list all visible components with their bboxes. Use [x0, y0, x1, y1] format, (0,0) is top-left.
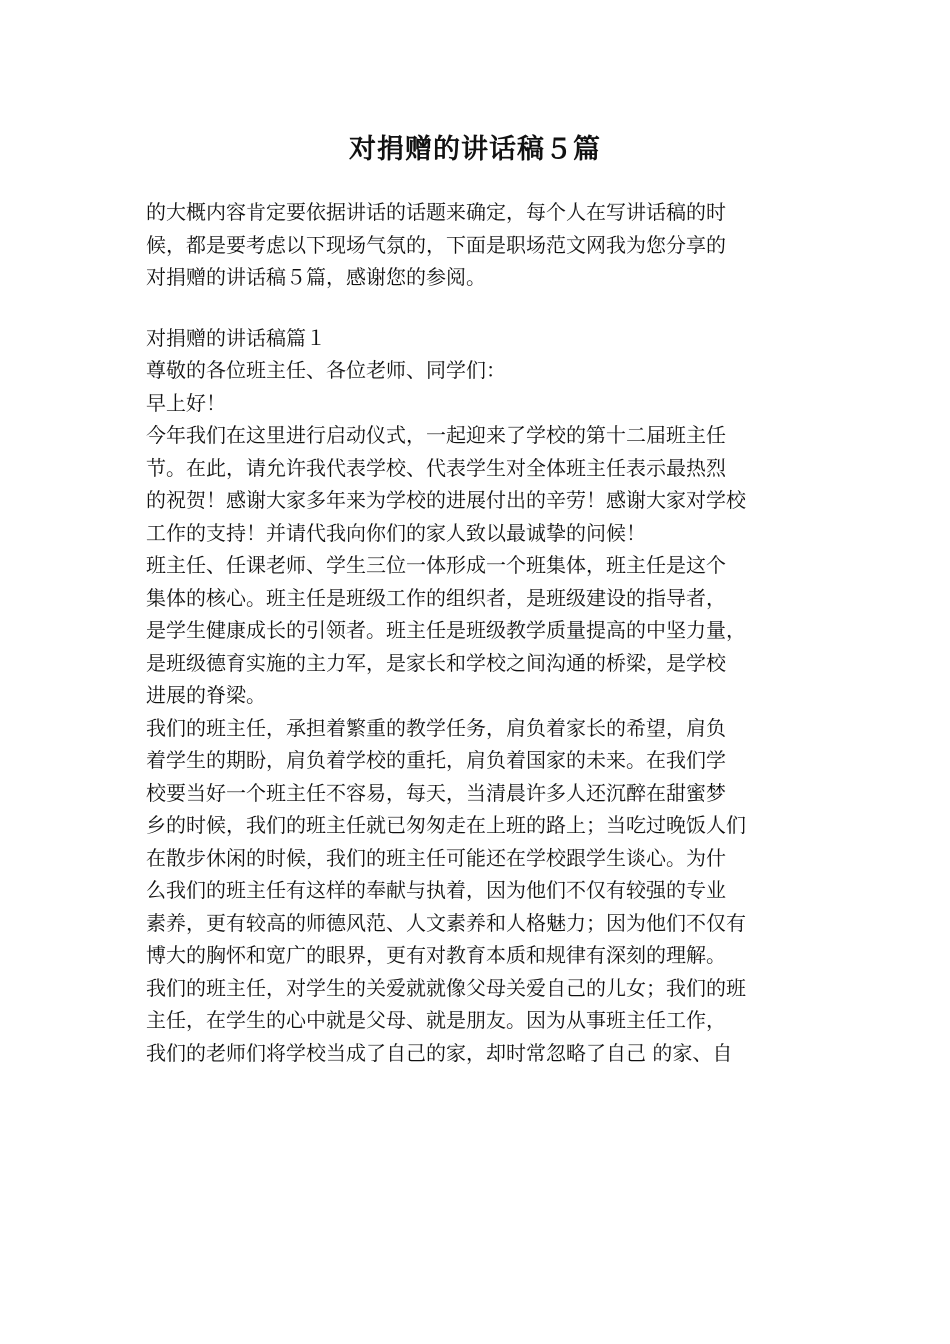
body-line: 素养，更有较高的师德风范、人文素养和人格魅力；因为他们不仅有 — [146, 910, 746, 935]
body-line: 我们的老师们将学校当成了自己的家，却时常忽略了自己 的家、自 — [146, 1040, 733, 1065]
body-line: 进展的脊梁。 — [146, 683, 266, 707]
body-line: 校要当好一个班主任不容易，每天，当清晨许多人还沉醉在甜蜜梦 — [146, 780, 726, 805]
body-line: 我们的班主任，承担着繁重的教学任务，肩负着家长的希望，肩负 — [146, 715, 726, 740]
section-heading: 对捐赠的讲话稿篇１ — [146, 325, 326, 350]
body-line: 么我们的班主任有这样的奉献与执着，因为他们不仅有较强的专业 — [146, 878, 726, 902]
body-line: 我们的班主任，对学生的关爱就就像父母关爱自己的儿女；我们的班 — [146, 975, 746, 1000]
intro-line: 候，都是要考虑以下现场气氛的，下面是职场范文网我为您分享的 — [146, 232, 726, 257]
body-line: 今年我们在这里进行启动仪式，一起迎来了学校的第十二届班主任 — [146, 423, 726, 447]
document-body — [146, 196, 826, 1069]
body-line: 工作的支持！并请代我向你们的家人致以最诚挚的问候！ — [146, 520, 646, 545]
body-line: 乡的时候，我们的班主任就已匆匆走在上班的路上；当吃过晚饭人们 — [146, 813, 746, 837]
body-line: 是学生健康成长的引领者。班主任是班级教学质量提高的中坚力量， — [146, 618, 746, 642]
paragraph-gap — [146, 294, 826, 322]
body-line: 着学生的期盼，肩负着学校的重托，肩负着国家的未来。在我们学 — [146, 748, 726, 772]
body-line: 的祝贺！感谢大家多年来为学校的进展付出的辛劳！感谢大家对学校 — [146, 488, 746, 512]
body-line: 早上好！ — [146, 390, 226, 415]
body-line: 集体的核心。班主任是班级工作的组织者，是班级建设的指导者， — [146, 585, 726, 610]
intro-line: 的大概内容肯定要依据讲话的话题来确定，每个人在写讲话稿的时 — [146, 200, 726, 224]
intro-line: 对捐赠的讲话稿５篇，感谢您的参阅。 — [146, 265, 486, 289]
document-title: 对捐赠的讲话稿５篇 — [349, 134, 601, 165]
body-line: 班主任、任课老师、学生三位一体形成一个班集体，班主任是这个 — [146, 553, 726, 577]
body-line: 尊敬的各位班主任、各位老师、同学们： — [146, 358, 506, 382]
body-line: 节。在此，请允许我代表学校、代表学生对全体班主任表示最热烈 — [146, 455, 726, 480]
body-line: 是班级德育实施的主力军，是家长和学校之间沟通的桥梁，是学校 — [146, 650, 726, 675]
body-line: 博大的胸怀和宽广的眼界，更有对教育本质和规律有深刻的理解。 — [146, 943, 726, 967]
body-line: 在散步休闲的时候，我们的班主任可能还在学校跟学生谈心。为什 — [146, 845, 726, 870]
body-line: 主任，在学生的心中就是父母、就是朋友。因为从事班主任工作， — [146, 1008, 726, 1032]
